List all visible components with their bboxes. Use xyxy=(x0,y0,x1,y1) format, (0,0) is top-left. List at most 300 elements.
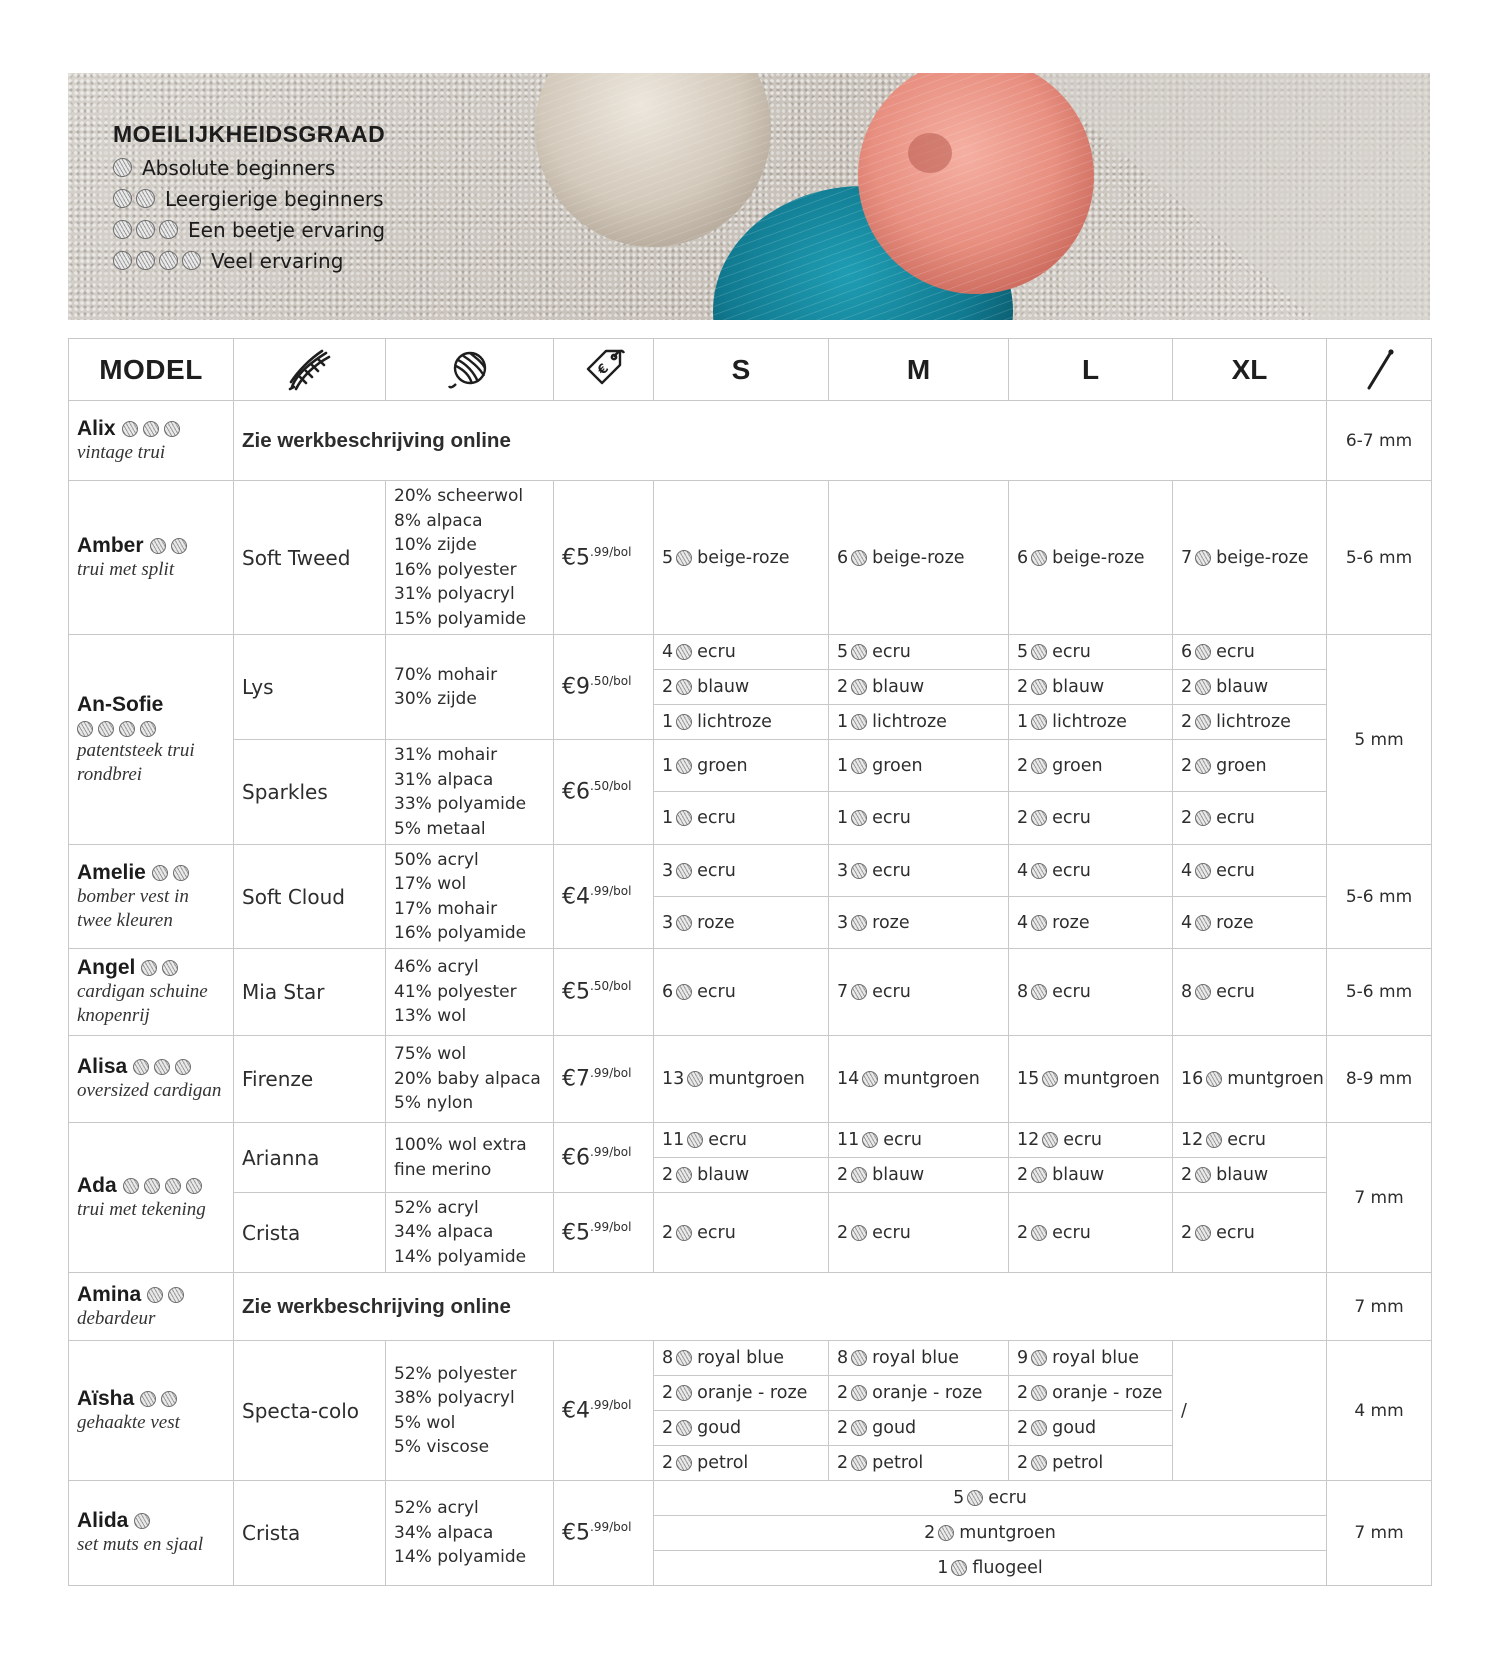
composition-line: 52% acryl xyxy=(394,1197,479,1218)
table-row-aisha-1 xyxy=(69,1341,1432,1376)
model-cell xyxy=(69,1481,234,1586)
yarn-ball-icon xyxy=(851,679,867,695)
qty-color: ecru xyxy=(697,808,736,828)
model-cell xyxy=(69,1341,234,1481)
qty-size-m xyxy=(829,792,1009,845)
yarn-ball-icon xyxy=(1031,1225,1047,1241)
qty-color: goud xyxy=(1052,1418,1097,1438)
yarn-ball-icon xyxy=(1195,1167,1211,1183)
qty-number: 14 xyxy=(837,1069,860,1089)
qty-size-m xyxy=(829,1411,1009,1446)
yarn-ball-icon xyxy=(1042,1071,1058,1087)
composition-line: 17% wol xyxy=(394,874,467,894)
yarn-ball-icon xyxy=(851,1350,867,1366)
qty-size-xl xyxy=(1173,792,1327,845)
composition-line: 34% alpaca xyxy=(394,1522,494,1543)
qty-number: 2 xyxy=(662,1453,674,1473)
qty-color: blauw xyxy=(872,1165,925,1185)
yarn-ball-icon xyxy=(144,1178,160,1194)
needle-size: 5-6 mm xyxy=(1327,949,1432,1036)
table-row-alida-1 xyxy=(69,1481,1432,1516)
qty-color: ecru xyxy=(872,860,911,881)
qty-number: 1 xyxy=(1017,712,1029,732)
qty-size-xl xyxy=(1173,949,1327,1036)
yarn-ball-icon xyxy=(676,1350,692,1366)
yarn-ball-icon xyxy=(687,1132,703,1148)
yarn-ball-icon xyxy=(676,1385,692,1401)
qty-color: lichtroze xyxy=(872,712,947,732)
yarn-ball-icon xyxy=(98,721,114,737)
model-name: Amber xyxy=(77,533,144,557)
qty-color: goud xyxy=(872,1418,917,1438)
difficulty-balls xyxy=(152,865,189,881)
price xyxy=(554,845,654,949)
qty-number: 3 xyxy=(837,912,849,933)
yarn-ball-icon xyxy=(938,1525,954,1541)
price xyxy=(554,481,654,635)
yarn-ball-icon xyxy=(851,915,867,931)
yarn-ball-icon xyxy=(136,220,155,239)
qty-color: blauw xyxy=(1052,1165,1105,1185)
composition-line: 5% metaal xyxy=(394,818,486,839)
yarn-ball-icon xyxy=(147,1287,163,1303)
composition-line: 75% wol xyxy=(394,1044,467,1065)
yarn-ball-icon xyxy=(1031,863,1047,879)
model-name: Alida xyxy=(77,1509,129,1532)
yarn-ball-icon xyxy=(676,679,692,695)
table-row-ada-crista xyxy=(69,1193,1432,1273)
price-main: €5 xyxy=(562,1520,590,1546)
qty-number: 3 xyxy=(662,860,674,881)
table-row-ada-arianna-1 xyxy=(69,1123,1432,1158)
qty-color: blauw xyxy=(697,1165,750,1185)
yarn-ball-icon xyxy=(1031,714,1047,730)
yarn-ball-icon xyxy=(165,1178,181,1194)
composition-line: 5% nylon xyxy=(394,1093,474,1114)
qty-size-s xyxy=(654,740,829,792)
qty-color: petrol xyxy=(872,1453,924,1473)
qty-color: lichtroze xyxy=(1052,712,1127,732)
composition-line: 52% acryl xyxy=(394,1498,479,1519)
qty-one-size xyxy=(654,1481,1327,1516)
yarn-ball-icon xyxy=(113,220,132,239)
difficulty-balls xyxy=(150,538,187,554)
yarn-ball-icon xyxy=(123,1178,139,1194)
yarn-ball-icon xyxy=(133,1059,149,1075)
price xyxy=(554,1123,654,1193)
qty-size-m xyxy=(829,635,1009,670)
yarn-ball-icon xyxy=(1206,1071,1222,1087)
price-cents: .99/bol xyxy=(590,1397,632,1412)
price xyxy=(554,1481,654,1586)
qty-size-xl xyxy=(1173,845,1327,897)
qty-number: 2 xyxy=(662,1418,674,1438)
qty-color: petrol xyxy=(697,1453,749,1473)
qty-size-m xyxy=(829,949,1009,1036)
qty-color: muntgroen xyxy=(959,1523,1056,1543)
qty-size-m xyxy=(829,670,1009,705)
model-name: Aïsha xyxy=(77,1386,135,1410)
price-cents: .99/bol xyxy=(590,1520,632,1535)
table-row-angel xyxy=(69,949,1432,1036)
model-cell xyxy=(69,481,234,635)
qty-size-l xyxy=(1009,1446,1173,1481)
qty-color: ecru xyxy=(1216,808,1255,828)
yarn-composition xyxy=(386,635,554,740)
yarn-ball-icon xyxy=(851,1455,867,1471)
yarn-composition xyxy=(386,1036,554,1123)
legend-label: Absolute beginners xyxy=(142,155,336,180)
qty-number: 2 xyxy=(1181,1222,1193,1243)
qty-size-l xyxy=(1009,897,1173,949)
qty-number: 4 xyxy=(1017,860,1029,881)
model-name: Amelie xyxy=(77,860,146,884)
yarn-ball-icon xyxy=(1031,915,1047,931)
model-description: trui met tekening xyxy=(77,1198,206,1220)
qty-color: ecru xyxy=(697,982,736,1002)
yarn-ball-icon xyxy=(851,1385,867,1401)
yarn-name: Mia Star xyxy=(234,949,386,1036)
qty-number: 12 xyxy=(1017,1130,1040,1150)
price-tag-icon xyxy=(582,347,626,393)
qty-number: 2 xyxy=(1017,677,1029,697)
qty-color: groen xyxy=(872,755,923,776)
yarn-ball-icon xyxy=(1195,679,1211,695)
pattern-table xyxy=(68,338,1432,1586)
qty-color: groen xyxy=(1216,755,1267,776)
yarn-name: Crista xyxy=(234,1481,386,1586)
yarn-ball-icon xyxy=(862,1132,878,1148)
difficulty-balls xyxy=(134,1513,150,1529)
yarn-ball-icon xyxy=(119,721,135,737)
qty-number: 2 xyxy=(1017,1165,1029,1185)
yarn-composition xyxy=(386,1341,554,1481)
qty-number: 8 xyxy=(662,1348,674,1368)
qty-number: 1 xyxy=(662,755,674,776)
price-main: €5 xyxy=(562,545,590,571)
yarn-composition xyxy=(386,1481,554,1586)
price-main: €6 xyxy=(562,779,590,805)
qty-size-s xyxy=(654,1036,829,1123)
yarn-name: Sparkles xyxy=(234,740,386,845)
yarn-ball-icon xyxy=(851,1225,867,1241)
composition-line: 50% acryl xyxy=(394,849,479,870)
qty-number: 1 xyxy=(937,1558,949,1578)
composition-line: 20% scheerwol xyxy=(394,486,524,506)
legend-label: Leergierige beginners xyxy=(165,186,384,211)
table-header-row xyxy=(69,339,1432,401)
qty-number: 2 xyxy=(1181,712,1193,732)
qty-color: ecru xyxy=(708,1130,747,1150)
qty-color: ecru xyxy=(1227,1130,1266,1150)
yarn-name: Arianna xyxy=(234,1123,386,1193)
yarn-ball-icon xyxy=(1195,810,1211,826)
yarn-ball-icon xyxy=(1195,714,1211,730)
yarn-composition xyxy=(386,1193,554,1273)
price xyxy=(554,1036,654,1123)
qty-size-xl xyxy=(1173,705,1327,740)
legend-level-4 xyxy=(113,245,385,276)
qty-color: fluogeel xyxy=(972,1558,1043,1578)
qty-number: 1 xyxy=(837,808,849,828)
qty-size-m xyxy=(829,845,1009,897)
qty-color: ecru xyxy=(988,1488,1027,1508)
yarn-ball-icon xyxy=(676,644,692,660)
model-cell xyxy=(69,1036,234,1123)
legend-label: Veel ervaring xyxy=(211,248,344,273)
difficulty-balls xyxy=(147,1287,184,1303)
yarn-ball-icon xyxy=(168,1287,184,1303)
yarn-ball-icon xyxy=(676,1420,692,1436)
qty-size-xl: / xyxy=(1173,1341,1327,1481)
model-description: debardeur xyxy=(77,1307,156,1329)
qty-size-xl xyxy=(1173,1158,1327,1193)
qty-color: ecru xyxy=(697,642,736,662)
yarn-composition xyxy=(386,740,554,845)
qty-size-s xyxy=(654,1158,829,1193)
composition-line: 30% zijde xyxy=(394,689,477,709)
qty-size-m xyxy=(829,1376,1009,1411)
yarn-ball-icon xyxy=(1042,1132,1058,1148)
model-description: gehaakte vest xyxy=(77,1411,180,1433)
qty-color: roze xyxy=(697,912,735,933)
qty-color: roze xyxy=(872,912,910,933)
qty-number: 4 xyxy=(1181,912,1193,933)
qty-size-l xyxy=(1009,705,1173,740)
yarn-ball-icon xyxy=(676,1167,692,1183)
model-description: vintage trui xyxy=(77,441,166,463)
qty-number: 2 xyxy=(1017,755,1029,776)
qty-color: ecru xyxy=(1052,1222,1091,1243)
qty-size-s xyxy=(654,1123,829,1158)
composition-line: 8% alpaca xyxy=(394,510,483,531)
legend-label: Een beetje ervaring xyxy=(188,217,386,242)
qty-color: beige-roze xyxy=(872,547,965,568)
qty-size-xl xyxy=(1173,635,1327,670)
difficulty-balls xyxy=(77,721,225,737)
yarn-ball-icon xyxy=(136,189,155,208)
yarn-composition xyxy=(386,949,554,1036)
yarn-ball-icon xyxy=(122,421,138,437)
qty-size-m xyxy=(829,481,1009,635)
qty-number: 4 xyxy=(1181,860,1193,881)
model-description: cardigan schuine knopenrij xyxy=(77,981,208,1026)
qty-size-l xyxy=(1009,792,1173,845)
header-price xyxy=(554,339,654,401)
knitting-needle-icon xyxy=(1361,348,1397,392)
yarn-ball-icon xyxy=(1031,1385,1047,1401)
qty-color: muntgroen xyxy=(708,1069,805,1089)
yarn-name: Soft Tweed xyxy=(234,481,386,635)
price-main: €4 xyxy=(562,884,590,910)
yarn-ball-icon xyxy=(676,758,692,774)
yarn-ball-icon xyxy=(676,1455,692,1471)
yarn-name: Firenze xyxy=(234,1036,386,1123)
model-name: An-Sofie xyxy=(77,692,164,716)
yarn-composition xyxy=(386,1123,554,1193)
composition-line: 5% wol xyxy=(394,1412,456,1433)
model-name: Alisa xyxy=(77,1055,128,1078)
legend-level-1 xyxy=(113,152,385,183)
qty-color: muntgroen xyxy=(1227,1069,1324,1089)
qty-number: 11 xyxy=(662,1130,685,1150)
yarn-ball-icon xyxy=(141,960,157,976)
composition-line: 15% polyamide xyxy=(394,608,527,629)
composition-line: 38% polyacryl xyxy=(394,1388,515,1408)
needle-size: 7 mm xyxy=(1327,1273,1432,1341)
qty-color: groen xyxy=(1052,755,1103,776)
price-cents: .50/bol xyxy=(590,779,632,794)
table-row-alisa xyxy=(69,1036,1432,1123)
qty-number: 1 xyxy=(837,712,849,732)
yarn-ball-icon xyxy=(676,984,692,1000)
qty-color: blauw xyxy=(697,677,750,697)
qty-size-s xyxy=(654,635,829,670)
needle-size: 4 mm xyxy=(1327,1341,1432,1481)
qty-number: 8 xyxy=(1017,982,1029,1002)
qty-color: roze xyxy=(1052,912,1090,933)
table-row-amelie-1 xyxy=(69,845,1432,897)
qty-number: 3 xyxy=(837,860,849,881)
qty-number: 5 xyxy=(953,1488,965,1508)
qty-number: 6 xyxy=(662,982,674,1002)
model-description: patentsteek trui rondbrei xyxy=(77,739,195,785)
qty-size-l xyxy=(1009,1193,1173,1273)
header-yarn xyxy=(234,339,386,401)
model-name: Angel xyxy=(77,956,136,979)
yarn-ball-icon xyxy=(173,865,189,881)
qty-number: 6 xyxy=(837,547,849,568)
qty-size-xl xyxy=(1173,1036,1327,1123)
yarn-ball-icon xyxy=(159,251,178,270)
qty-number: 5 xyxy=(662,547,674,568)
qty-color: ecru xyxy=(1052,642,1091,662)
qty-size-m xyxy=(829,1341,1009,1376)
price xyxy=(554,635,654,740)
online-pattern-note: Zie werkbeschrijving online xyxy=(234,401,1327,481)
composition-line: 20% baby alpaca xyxy=(394,1068,541,1089)
qty-size-l xyxy=(1009,1341,1173,1376)
hero-banner xyxy=(68,73,1430,320)
qty-size-xl xyxy=(1173,481,1327,635)
legend-level-3 xyxy=(113,214,385,245)
qty-number: 8 xyxy=(1181,982,1193,1002)
model-name: Alix xyxy=(77,416,116,440)
qty-number: 2 xyxy=(837,1453,849,1473)
difficulty-balls xyxy=(123,1178,202,1194)
yarn-ball-icon xyxy=(676,915,692,931)
yarn-ball-icon xyxy=(1195,915,1211,931)
qty-color: oranje - roze xyxy=(872,1383,983,1403)
qty-color: blauw xyxy=(1216,1165,1269,1185)
legend-level-2 xyxy=(113,183,385,214)
yarn-ball-icon xyxy=(1195,1225,1211,1241)
needle-size: 8-9 mm xyxy=(1327,1036,1432,1123)
needle-size: 7 mm xyxy=(1327,1123,1432,1273)
composition-line: 31% mohair xyxy=(394,745,498,765)
qty-number: 2 xyxy=(662,1165,674,1185)
model-description: oversized cardigan xyxy=(77,1080,222,1101)
qty-size-xl xyxy=(1173,897,1327,949)
yarn-ball-icon xyxy=(1195,863,1211,879)
yarn-ball-icon xyxy=(676,1225,692,1241)
price-main: €4 xyxy=(562,1398,590,1424)
qty-color: beige-roze xyxy=(1052,547,1145,568)
qty-one-size xyxy=(654,1516,1327,1551)
qty-color: blauw xyxy=(872,677,925,697)
price xyxy=(554,1193,654,1273)
header-needle xyxy=(1327,339,1432,401)
qty-number: 16 xyxy=(1181,1069,1204,1089)
yarn-ball-icon xyxy=(1031,550,1047,566)
qty-size-s xyxy=(654,1446,829,1481)
qty-number: 4 xyxy=(662,642,674,662)
composition-line: 33% polyamide xyxy=(394,794,527,814)
yarn-composition xyxy=(386,481,554,635)
table-row-amber xyxy=(69,481,1432,635)
table-row-ansofie-sparkles-1 xyxy=(69,740,1432,792)
qty-size-l xyxy=(1009,670,1173,705)
price-cents: .50/bol xyxy=(590,979,632,994)
qty-size-l xyxy=(1009,1158,1173,1193)
qty-color: ecru xyxy=(697,860,736,881)
model-description: trui met split xyxy=(77,558,175,580)
qty-size-s xyxy=(654,1341,829,1376)
qty-size-l xyxy=(1009,949,1173,1036)
yarn-ball-icon xyxy=(851,984,867,1000)
qty-size-xl xyxy=(1173,740,1327,792)
qty-color: ecru xyxy=(697,1222,736,1243)
model-name: Amina xyxy=(77,1282,142,1306)
qty-color: ecru xyxy=(872,982,911,1002)
qty-size-xl xyxy=(1173,1123,1327,1158)
price xyxy=(554,1341,654,1481)
qty-size-s xyxy=(654,1411,829,1446)
yarn-ball-icon xyxy=(1031,1167,1047,1183)
qty-color: ecru xyxy=(872,642,911,662)
model-name: Ada xyxy=(77,1173,117,1197)
price-main: €5 xyxy=(562,979,590,1005)
qty-color: royal blue xyxy=(697,1348,784,1368)
qty-color: ecru xyxy=(1216,860,1255,881)
difficulty-balls xyxy=(113,251,201,270)
qty-number: 1 xyxy=(837,755,849,776)
yarn-ball-icon xyxy=(1031,1455,1047,1471)
qty-number: 2 xyxy=(1181,808,1193,828)
price-cents: .99/bol xyxy=(590,544,632,559)
qty-number: 2 xyxy=(837,677,849,697)
qty-number: 7 xyxy=(1181,547,1193,568)
qty-color: lichtroze xyxy=(1216,712,1291,732)
qty-size-l xyxy=(1009,1411,1173,1446)
yarn-ball-icon xyxy=(143,421,159,437)
table-row-ansofie-lys-1 xyxy=(69,635,1432,670)
yarn-ball-icon xyxy=(851,1420,867,1436)
yarn-ball-icon xyxy=(140,1391,156,1407)
qty-number: 2 xyxy=(924,1523,936,1543)
qty-color: roze xyxy=(1216,912,1254,933)
yarn-ball-icon xyxy=(113,158,132,177)
yarn-ball-icon xyxy=(448,348,492,392)
header-size-l: L xyxy=(1009,339,1173,401)
qty-number: 2 xyxy=(1017,1383,1029,1403)
qty-size-l xyxy=(1009,481,1173,635)
svg-text:€: € xyxy=(594,360,612,378)
qty-color: goud xyxy=(697,1418,742,1438)
qty-size-s xyxy=(654,670,829,705)
yarn-ball-icon xyxy=(851,810,867,826)
needle-size: 5-6 mm xyxy=(1327,481,1432,635)
